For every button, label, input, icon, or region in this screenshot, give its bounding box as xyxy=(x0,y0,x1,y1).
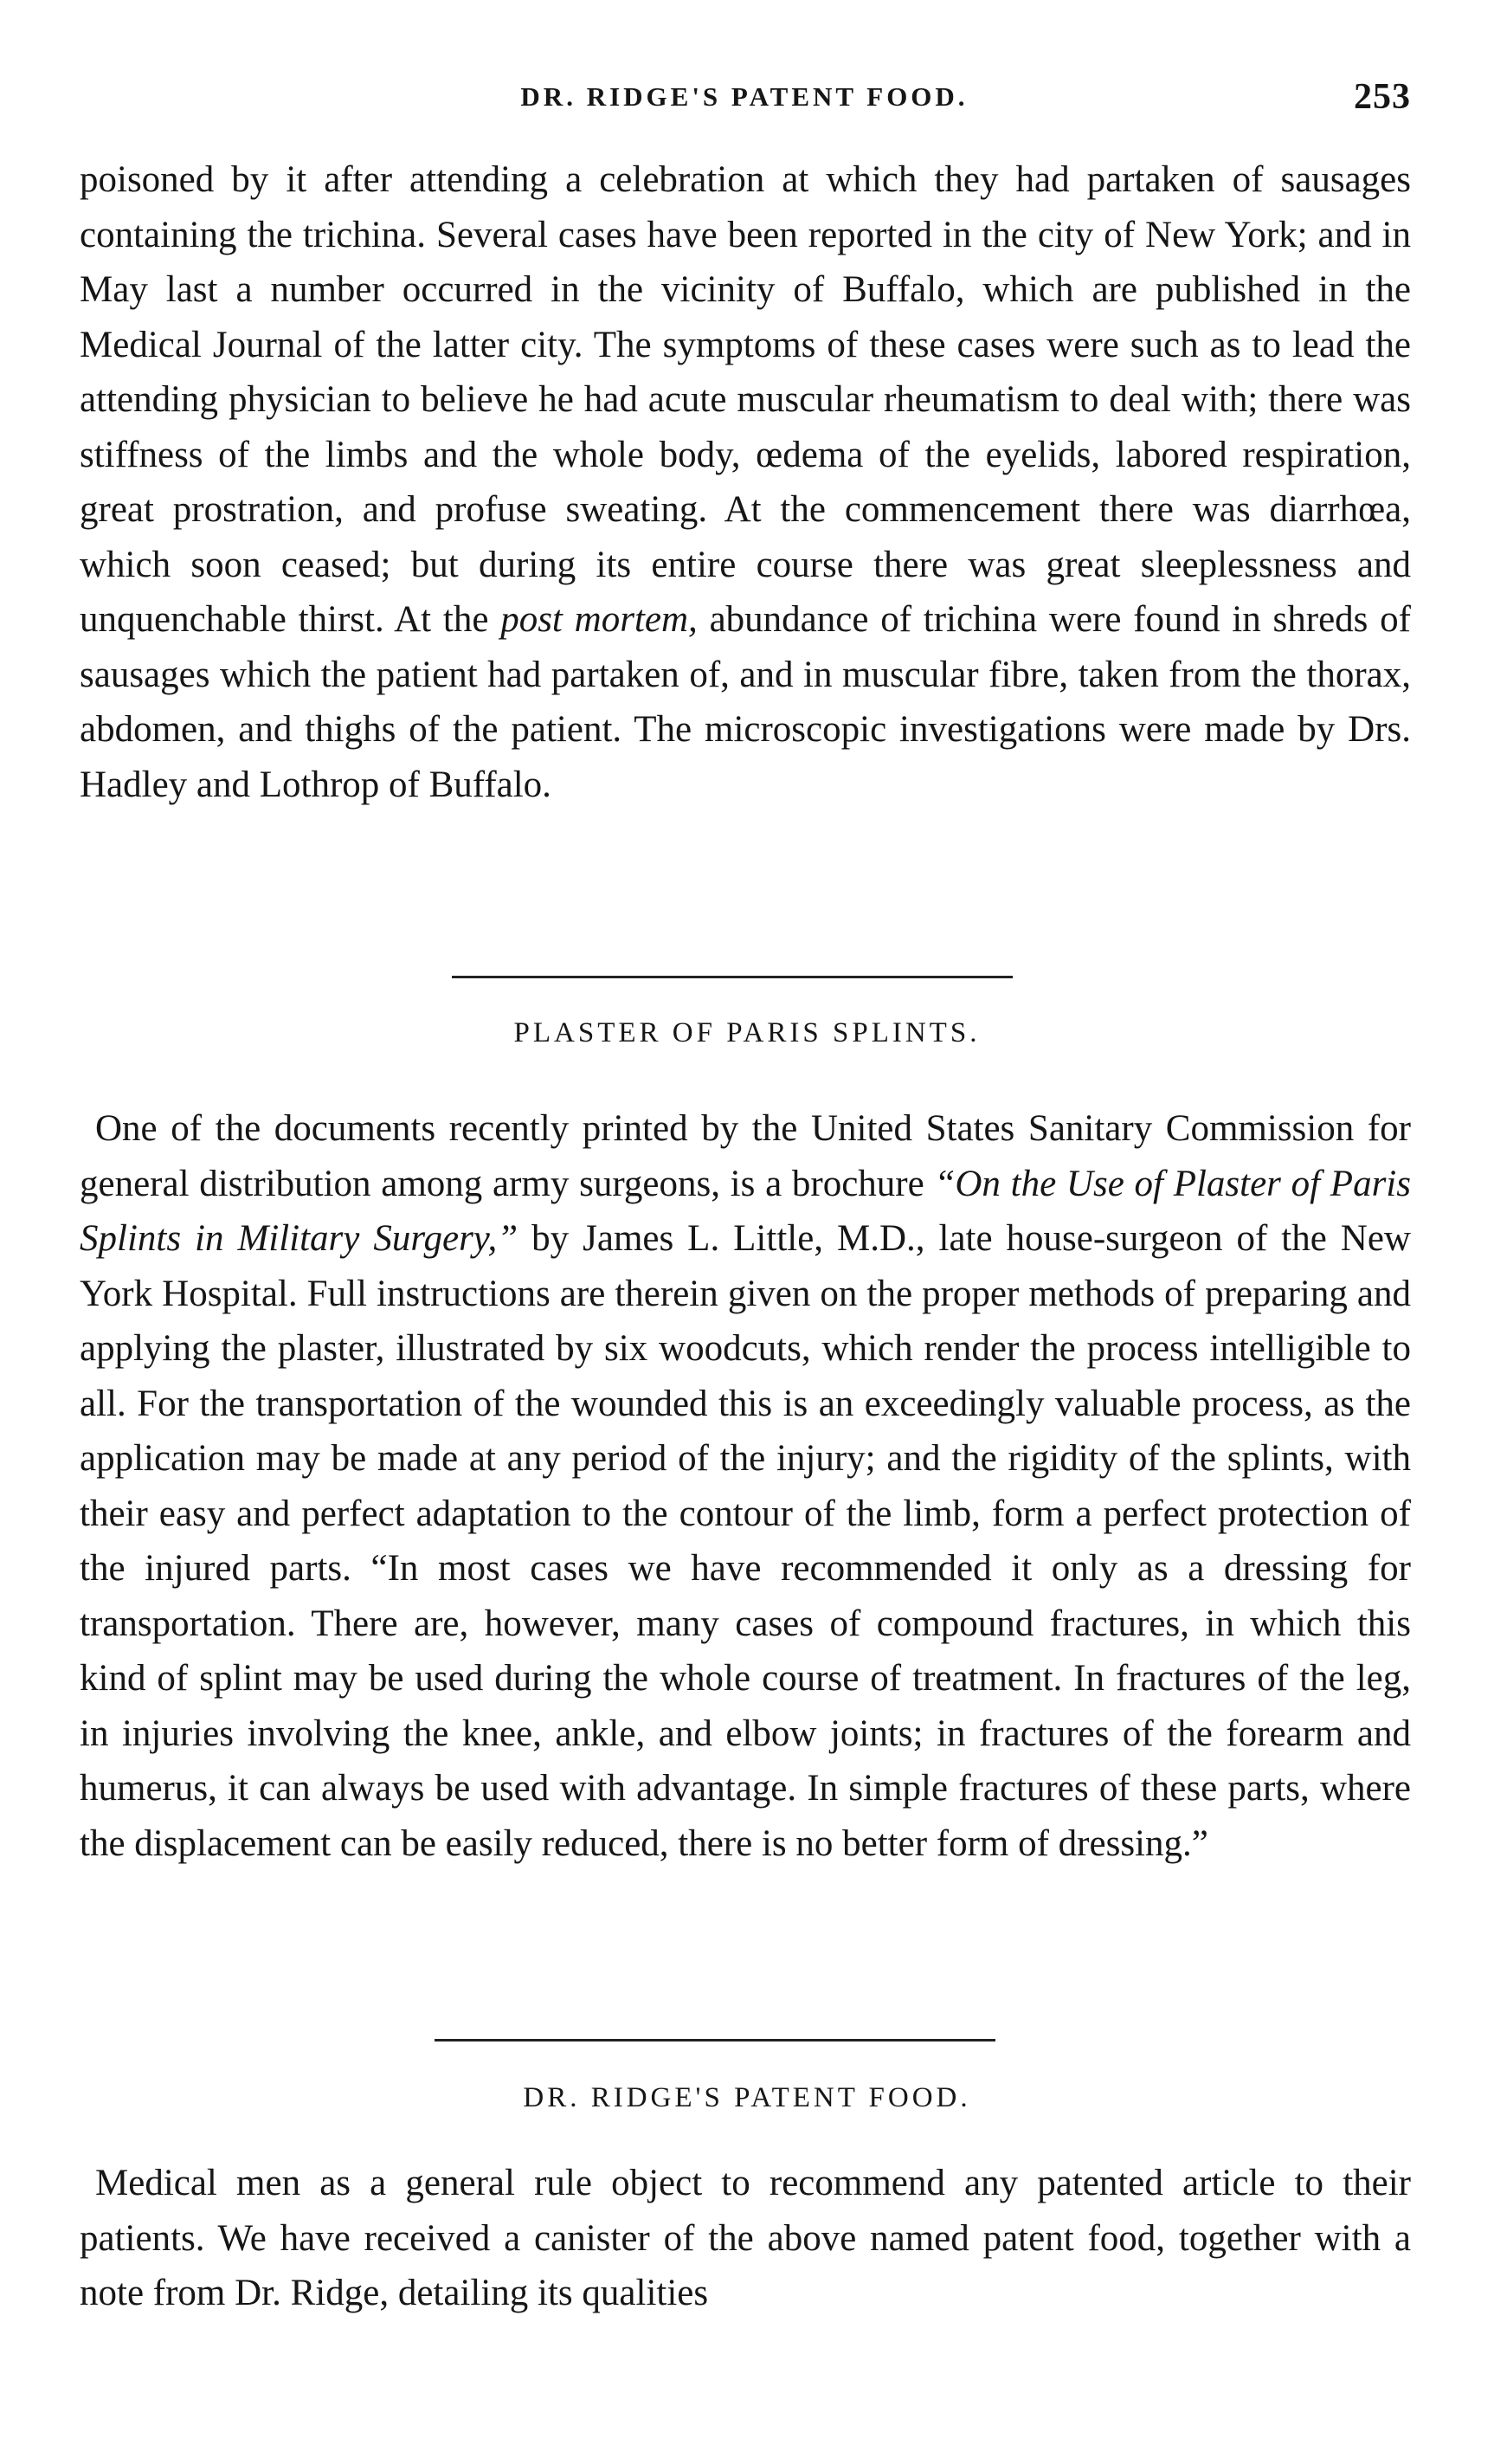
ridge-heading: DR. RIDGE'S PATENT FOOD. xyxy=(523,2082,971,2113)
page-number: 253 xyxy=(1354,77,1411,117)
plaster-text-2: by James L. Little, M.D., late house-surgeon of the New York Hospital. Full instructions are therein given on the proper methods of preparing and applying the plaster, illustrated by six woodcuts, which render the process intelligible to all. For the transportation of the wounded this is an exceedingly valuable process, as the application may be made at any period of the injury; and the rigidity of the splints, with their easy and perfect adaptation to the contour of the limb, form a perfect protection of the injured parts. “In most cases we have recommended it only as a dressing for transportation. There are, however, many cases of compound fractures, in which this kind of splint may be used during the whole course of treatment. In fractures of the leg, in injuries involving the knee, ankle, and elbow joints; in fractures of the forearm and humerus, it can always be used with advantage. In simple fractures of these parts, where the displacement can be easily reduced, there is no better form of dressing.” xyxy=(80,1218,1411,1864)
ridge-paragraph xyxy=(80,2156,1411,2321)
brochure-title-italic: “On the Use of Plaster of Paris Splints in Military Surgery,” xyxy=(80,1163,1411,1259)
running-title: DR. RIDGE'S PATENT FOOD. xyxy=(520,81,969,112)
plaster-paragraph-inner xyxy=(80,1101,1411,1871)
plaster-paragraph xyxy=(80,1101,1411,1871)
running-head xyxy=(78,76,1411,137)
trichina-text-1: poisoned by it after attending a celebration at which they had partaken of sausages containing the trichina. Several cases have been reported in the city of New York; and in May last a number occurred in the vicinity of Buffalo, which are published in the Medical Journal of the latter city. The symptoms of these cases were such as to lead the attending physician to believe he had acute muscular rheumatism to deal with; there was stiffness of the limbs and the whole body, œdema of the eyelids, labored respiration, great prostration, and profuse sweating. At the commencement there was diarrhœa, which soon ceased; but during its entire course there was great sleeplessness and unquenchable thirst. At the xyxy=(80,159,1411,640)
ridge-text: Medical men as a general rule object to recommend any patented article to their patients. We have received a canister of the above named patent food, together with a note from Dr. Ridge, detailing its qualities xyxy=(80,2163,1411,2313)
post-mortem-italic: post mortem, xyxy=(500,599,698,640)
section-divider-2 xyxy=(435,2039,995,2042)
plaster-text-1: One of the documents recently printed by the United States Sanitary Commission for general distribution among army surgeons, is a brochure xyxy=(80,1108,1411,1204)
plaster-heading: PLASTER OF PARIS SPLINTS. xyxy=(513,1017,981,1048)
trichina-paragraph xyxy=(80,152,1411,812)
section-divider-1 xyxy=(452,976,1013,978)
trichina-text-2: abundance of trichina were found in shreds of sausages which the patient had partaken of, and in muscular fibre, taken from the thorax, abdomen, and thighs of the patient. The microscopic investigations were made by Drs. Hadley and Lothrop of Buffalo. xyxy=(80,599,1412,805)
